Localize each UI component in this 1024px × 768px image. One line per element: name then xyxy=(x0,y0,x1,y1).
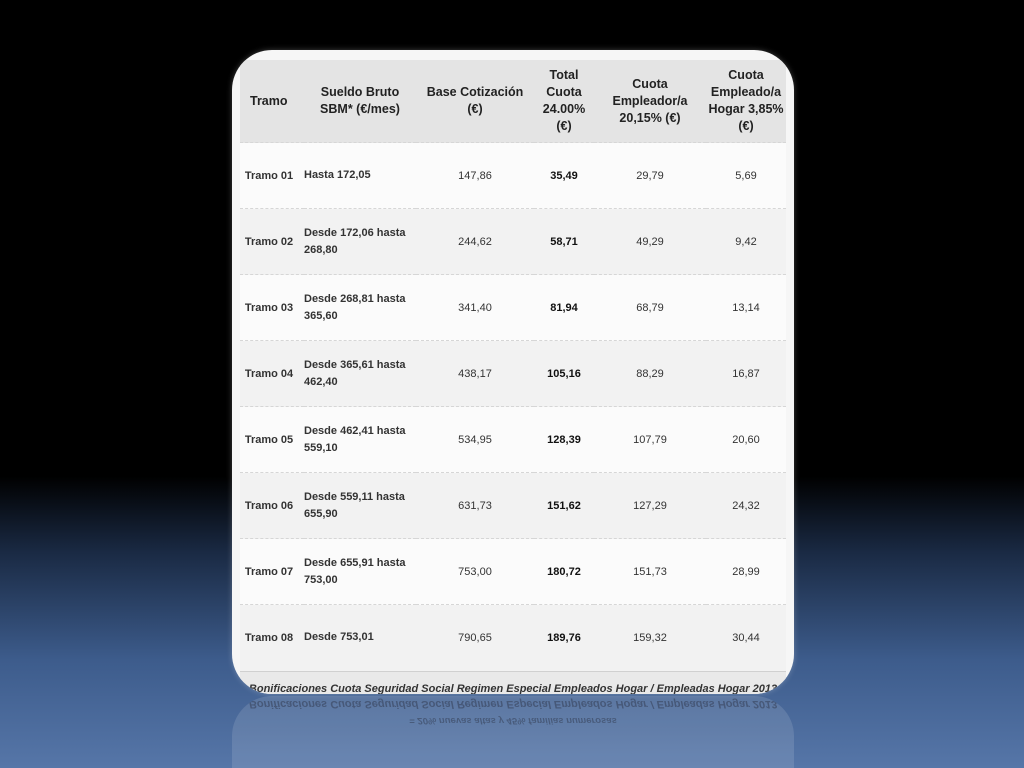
cell-empleador: 159,32 xyxy=(594,605,706,671)
cell-total: 105,16 xyxy=(534,341,594,407)
cell-tramo: Tramo 05 xyxy=(240,407,304,473)
table-row xyxy=(240,539,786,605)
cell-base: 244,62 xyxy=(416,209,534,275)
table-row xyxy=(240,605,786,671)
cell-sueldo: Desde 268,81 hasta 365,60 xyxy=(304,275,416,341)
reflection-text xyxy=(232,696,794,734)
cell-tramo: Tramo 06 xyxy=(240,473,304,539)
cell-empleado: 30,44 xyxy=(706,605,786,671)
header-sueldo: Sueldo Bruto SBM* (€/mes) xyxy=(304,60,416,143)
cell-base: 790,65 xyxy=(416,605,534,671)
cell-empleado: 28,99 xyxy=(706,539,786,605)
cell-empleador: 68,79 xyxy=(594,275,706,341)
cell-tramo: Tramo 03 xyxy=(240,275,304,341)
cell-empleador: 88,29 xyxy=(594,341,706,407)
table-row xyxy=(240,473,786,539)
cell-total: 151,62 xyxy=(534,473,594,539)
cell-base: 438,17 xyxy=(416,341,534,407)
header-tramo: Tramo xyxy=(240,60,304,143)
cell-sueldo: Desde 559,11 hasta 655,90 xyxy=(304,473,416,539)
cell-empleador: 107,79 xyxy=(594,407,706,473)
footer-line-1: Bonificaciones Cuota Seguridad Social Regimen Especial Empleados Hogar / Empleadas Hogar 2013 xyxy=(248,682,778,694)
table-row xyxy=(240,209,786,275)
cell-total: 35,49 xyxy=(534,143,594,209)
cell-total: 189,76 xyxy=(534,605,594,671)
cell-tramo: Tramo 07 xyxy=(240,539,304,605)
header-base: Base Cotización (€) xyxy=(416,60,534,143)
cell-tramo: Tramo 04 xyxy=(240,341,304,407)
cell-sueldo: Hasta 172,05 xyxy=(304,143,416,209)
cell-empleado: 13,14 xyxy=(706,275,786,341)
cell-total: 128,39 xyxy=(534,407,594,473)
header-empleador: Cuota Empleador/a 20,15% (€) xyxy=(594,60,706,143)
cell-sueldo: Desde 655,91 hasta 753,00 xyxy=(304,539,416,605)
header-empleado: Cuota Empleado/a Hogar 3,85% (€) xyxy=(706,60,786,143)
slide-card xyxy=(232,50,794,694)
cell-base: 631,73 xyxy=(416,473,534,539)
reflection-line-1: Bonificaciones Cuota Seguridad Social Regimen Especial Empleados Hogar / Empleadas Hogar 2013 xyxy=(248,698,778,710)
table-body xyxy=(240,143,786,671)
cell-sueldo: Desde 753,01 xyxy=(304,605,416,671)
cell-empleador: 29,79 xyxy=(594,143,706,209)
cell-sueldo: Desde 172,06 hasta 268,80 xyxy=(304,209,416,275)
cell-empleado: 20,60 xyxy=(706,407,786,473)
cell-empleador: 127,29 xyxy=(594,473,706,539)
table-container xyxy=(240,60,786,694)
cell-empleado: 9,42 xyxy=(706,209,786,275)
cell-empleado: 24,32 xyxy=(706,473,786,539)
cell-total: 180,72 xyxy=(534,539,594,605)
cell-total: 81,94 xyxy=(534,275,594,341)
cell-tramo: Tramo 01 xyxy=(240,143,304,209)
cell-base: 534,95 xyxy=(416,407,534,473)
cell-sueldo: Desde 462,41 hasta 559,10 xyxy=(304,407,416,473)
cell-total: 58,71 xyxy=(534,209,594,275)
table-row xyxy=(240,341,786,407)
cell-tramo: Tramo 08 xyxy=(240,605,304,671)
header-total: Total Cuota 24.00% (€) xyxy=(534,60,594,143)
cuotas-table xyxy=(240,60,786,671)
reflection-line-2: = 20% nuevas altas y 45% familias numerosas xyxy=(409,715,617,726)
cell-empleado: 16,87 xyxy=(706,341,786,407)
cell-tramo: Tramo 02 xyxy=(240,209,304,275)
card-reflection xyxy=(232,696,794,768)
cell-base: 753,00 xyxy=(416,539,534,605)
table-header-row xyxy=(240,60,786,143)
cell-empleador: 49,29 xyxy=(594,209,706,275)
cell-empleador: 151,73 xyxy=(594,539,706,605)
table-footer xyxy=(240,671,786,695)
table-row xyxy=(240,143,786,209)
table-row xyxy=(240,275,786,341)
cell-base: 341,40 xyxy=(416,275,534,341)
cell-sueldo: Desde 365,61 hasta 462,40 xyxy=(304,341,416,407)
cell-empleado: 5,69 xyxy=(706,143,786,209)
cell-base: 147,86 xyxy=(416,143,534,209)
table-row xyxy=(240,407,786,473)
